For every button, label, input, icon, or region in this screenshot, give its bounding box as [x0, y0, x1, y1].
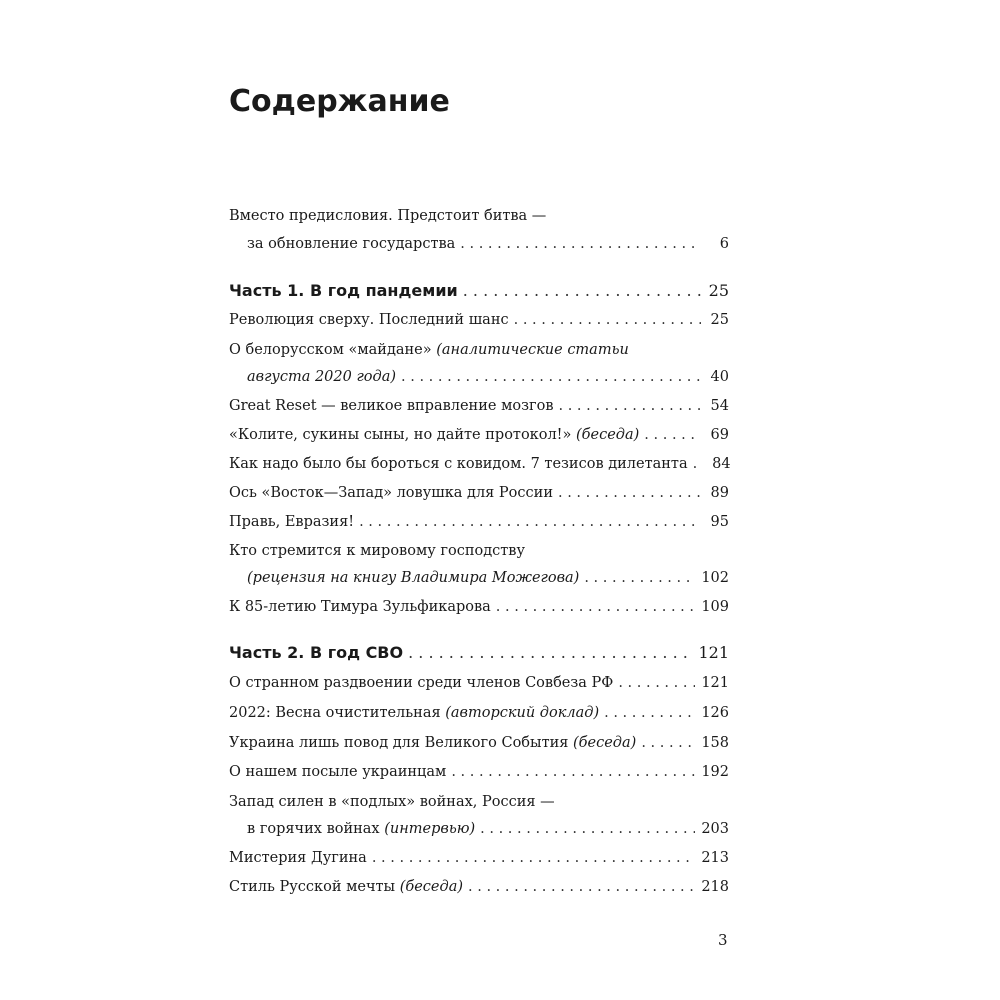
toc-entry-16-line-1: [229, 792, 729, 812]
leader-dots: [480, 819, 695, 839]
toc-entry-title-cont: августа 2020 года): [247, 369, 397, 385]
toc-entry-title: Украина лишь повод для Великого События (беседа): [229, 735, 637, 751]
toc-entry-title: Стиль Русской мечты (беседа): [229, 879, 464, 895]
toc-entry-title: Вместо предисловия. Предстоит битва —: [229, 208, 547, 224]
leader-dots: [641, 733, 695, 753]
toc-entry-title: Правь, Евразия!: [229, 514, 355, 530]
toc-part-2: [229, 643, 729, 663]
toc-page-number: 203: [701, 821, 729, 837]
toc-entry-title: Мистерия Дугина: [229, 850, 367, 866]
toc-entry-title: Ось «Восток—Запад» ловушка для России: [229, 485, 553, 501]
toc-entry-15: [229, 762, 729, 782]
toc-entry-7: [229, 483, 729, 503]
leader-dots: [468, 877, 695, 897]
toc-entry-title-cont: (рецензия на книгу Владимира Можегова): [247, 570, 580, 586]
toc-entry-3-line-2: [247, 367, 729, 387]
leader-dots: [463, 281, 701, 301]
toc-entry-0-line-1: [229, 206, 729, 226]
toc-part-title: Часть 2. В год СВО: [229, 643, 404, 662]
toc-page-number: 158: [701, 735, 729, 751]
toc-entry-10: [229, 597, 729, 617]
toc-page-number: 109: [701, 599, 729, 615]
toc-entry-18: [229, 877, 729, 897]
toc-page-number: 213: [701, 850, 729, 866]
leader-dots: [460, 234, 701, 254]
page-number: 3: [718, 931, 728, 949]
toc-page-number: 95: [710, 514, 729, 530]
toc-entry-13: [229, 703, 729, 723]
toc-entry-title: 2022: Весна очистительная (авторский доклад): [229, 705, 600, 721]
toc-entry-title: Кто стремится к мировому господству: [229, 543, 525, 559]
leader-dots: [372, 848, 695, 868]
toc-entry-title: О белорусском «майдане» (аналитические статьи: [229, 342, 629, 358]
leader-dots: [558, 483, 701, 503]
leader-dots: [618, 673, 695, 693]
toc-page-number: 102: [701, 570, 729, 586]
toc-entry-3-line-1: [229, 340, 729, 360]
leader-dots: [496, 597, 696, 617]
leader-dots: [604, 703, 695, 723]
leader-dots: [359, 512, 701, 532]
toc-entry-6: [229, 454, 729, 474]
toc-entry-title: К 85-летию Тимура Зульфикарова: [229, 599, 491, 615]
leader-dots: [693, 454, 703, 474]
toc-entry-title: Как надо было бы бороться с ковидом. 7 тезисов дилетанта: [229, 456, 688, 472]
toc-entry-title: Революция сверху. Последний шанс: [229, 312, 509, 328]
toc-entry-title: Запад силен в «подлых» войнах, Россия —: [229, 794, 555, 810]
toc-page-number: 6: [719, 236, 729, 252]
toc-page-number: 54: [710, 398, 729, 414]
toc-part-1: [229, 281, 729, 301]
toc-entry-title-cont: в горячих войнах (интервью): [247, 821, 476, 837]
toc-part-title: Часть 1. В год пандемии: [229, 281, 458, 300]
toc-entry-17: [229, 848, 729, 868]
page-title: Содержание: [229, 84, 450, 119]
toc-entry-4: [229, 396, 729, 416]
leader-dots: [401, 367, 701, 387]
toc-entry-16-line-2: [247, 819, 729, 839]
toc-entry-title: О странном раздвоении среди членов Совбеза РФ: [229, 675, 614, 691]
leader-dots: [584, 568, 695, 588]
toc-entry-14: [229, 733, 729, 753]
leader-dots: [408, 643, 692, 663]
toc-page-number: 192: [701, 764, 729, 780]
toc-page-number: 69: [710, 427, 729, 443]
leader-dots: [514, 310, 701, 330]
toc-entry-5: [229, 425, 729, 445]
toc-entry-9-line-2: [247, 568, 729, 588]
toc-entry-8: [229, 512, 729, 532]
leader-dots: [558, 396, 701, 416]
toc-page-number: 25: [710, 312, 729, 328]
leader-dots: [451, 762, 695, 782]
toc-entry-title: О нашем посыле украинцам: [229, 764, 447, 780]
toc-entry-title: Great Reset — великое вправление мозгов: [229, 398, 554, 414]
toc-entry-0-line-2: [247, 234, 729, 254]
toc-page-number: 121: [701, 675, 729, 691]
toc-page-number: 126: [701, 705, 729, 721]
toc-entry-2: [229, 310, 729, 330]
toc-entry-title: «Колите, сукины сыны, но дайте протокол!» (беседа): [229, 427, 640, 443]
toc-page-number: 121: [698, 643, 729, 662]
leader-dots: [644, 425, 701, 445]
toc-page-number: 89: [710, 485, 729, 501]
toc-entry-title-cont: за обновление государства: [247, 236, 456, 252]
toc-page-number: 84: [712, 456, 731, 472]
toc-page-number: 40: [710, 369, 729, 385]
toc-page-number: 218: [701, 879, 729, 895]
toc-entry-9-line-1: [229, 541, 729, 561]
toc-page-number: 25: [708, 281, 729, 300]
toc-entry-12: [229, 673, 729, 693]
